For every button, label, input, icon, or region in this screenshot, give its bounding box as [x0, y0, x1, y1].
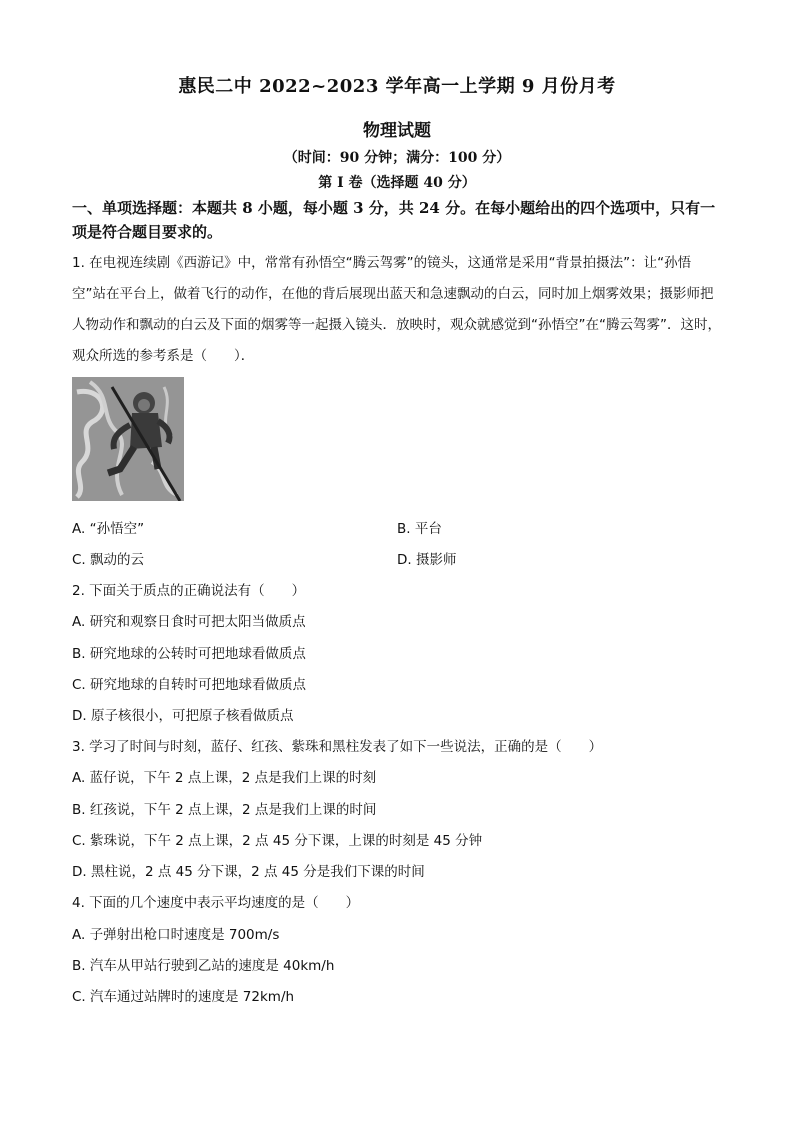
q1-option-a: A. “孙悟空” — [72, 521, 145, 537]
q2-option-b: B. 研究地球的公转时可把地球看做质点 — [72, 646, 306, 662]
q1-option-b: B. 平台 — [397, 521, 442, 537]
q3-option-c: C. 紫珠说，下午 2 点上课，2 点 45 分下课，上课的时刻是 45 分钟 — [72, 833, 483, 849]
q4-option-c: C. 汽车通过站牌时的速度是 72km/h — [72, 989, 295, 1005]
exam-info: （时间：90 分钟；满分：100 分） — [283, 150, 511, 166]
question-4-stem: 4. 下面的几个速度中表示平均速度的是（ ） — [72, 895, 360, 911]
q2-option-a: A. 研究和观察日食时可把太阳当做质点 — [72, 614, 306, 630]
q3-option-d: D. 黑柱说，2 点 45 分下课，2 点 45 分是我们下课的时间 — [72, 864, 425, 880]
question-2-stem: 2. 下面关于质点的正确说法有（ ） — [72, 583, 306, 599]
question-1-stem: 1. 在电视连续剧《西游记》中，常常有孙悟空“腾云驾雾”的镜头，这通常是采用“背景拍摄法”：让“孙悟空”站在平台上，做着飞行的动作，在他的背后展现出蓝天和急速飘动的白云，同时加上烟雾效果；摄影师把人物动作和飘动的白云及下面的烟雾等一起摄入镜头．放映时，观众就感觉到“孙悟空”在“腾云驾雾”．这时，观众所选的参考系是（ ）． — [72, 255, 721, 364]
q1-option-d: D. 摄影师 — [397, 552, 457, 568]
monkey-king-illustration-image — [72, 377, 184, 501]
exam-subtitle: 物理试题 — [363, 121, 431, 141]
monkey-king-illustration — [72, 377, 184, 501]
q3-option-a: A. 蓝仔说，下午 2 点上课，2 点是我们上课的时刻 — [72, 770, 377, 786]
q4-option-a: A. 子弹射出枪口时速度是 700m/s — [72, 927, 280, 943]
q2-option-c: C. 研究地球的自转时可把地球看做质点 — [72, 677, 307, 693]
question-3-stem: 3. 学习了时间与时刻，蓝仔、红孩、紫珠和黑柱发表了如下一些说法，正确的是（ ） — [72, 739, 603, 755]
section-heading: 一、单项选择题：本题共 8 小题，每小题 3 分，共 24 分。在每小题给出的四个选项中，只有一项是符合题目要求的。 — [72, 199, 716, 241]
q2-option-d: D. 原子核很小，可把原子核看做质点 — [72, 708, 294, 724]
q4-option-b: B. 汽车从甲站行驶到乙站的速度是 40km/h — [72, 958, 335, 974]
q3-option-b: B. 红孩说，下午 2 点上课，2 点是我们上课的时间 — [72, 802, 377, 818]
q1-option-c: C. 飘动的云 — [72, 552, 145, 568]
volume-heading: 第 Ⅰ 卷（选择题 40 分） — [318, 175, 476, 191]
exam-title: 惠民二中 2022~2023 学年高一上学期 9 月份月考 — [178, 76, 616, 97]
